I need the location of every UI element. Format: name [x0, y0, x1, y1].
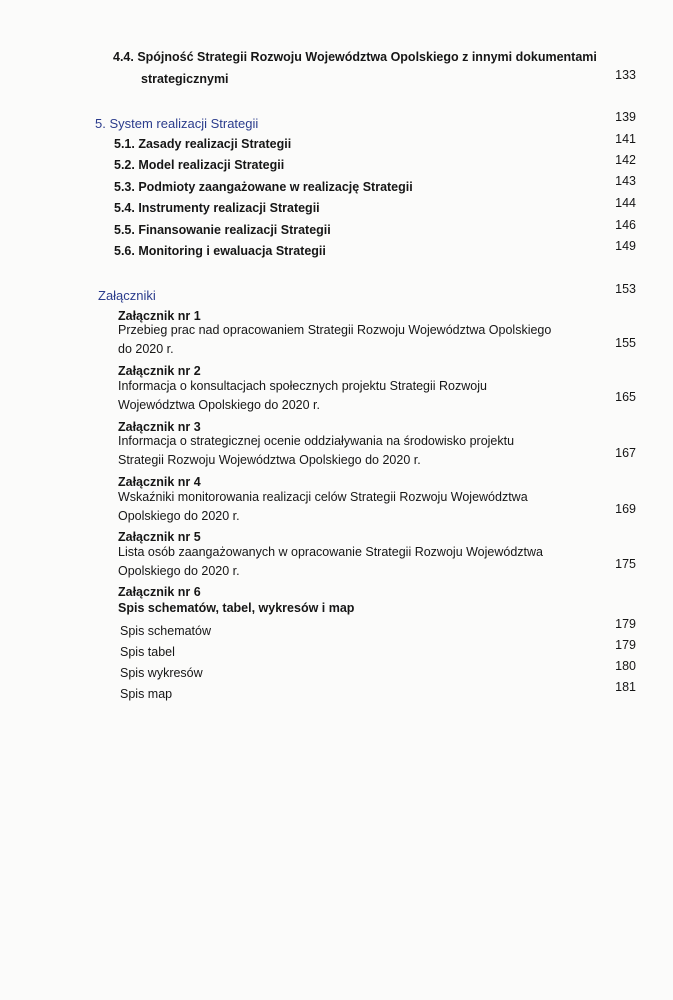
appendix-2-desc-line2: Województwa Opolskiego do 2020 r.	[118, 398, 320, 412]
appendix-3-heading: Załącznik nr 3	[118, 420, 201, 434]
toc-entry-zalaczniki-page: 153	[615, 282, 636, 296]
list-of-tables-title: Spis tabel	[120, 645, 175, 659]
appendix-5-heading: Załącznik nr 5	[118, 530, 201, 544]
toc-entry-5-5-page: 146	[615, 218, 636, 232]
list-of-schemes-title: Spis schematów	[120, 624, 212, 638]
toc-entry-5-6-page: 149	[615, 239, 636, 253]
appendix-6-subheading: Spis schematów, tabel, wykresów i map	[118, 601, 355, 615]
appendix-3-desc-line2: Strategii Rozwoju Województwa Opolskiego do 2020 r.	[118, 453, 421, 467]
toc-entry-5-6-title: 5.6. Monitoring i ewaluacja Strategii	[114, 244, 326, 258]
appendix-4-page: 169	[615, 502, 636, 516]
appendix-4-desc-line1: Wskaźniki monitorowania realizacji celów Strategii Rozwoju Województwa	[118, 490, 528, 504]
toc-entry-5-4-title: 5.4. Instrumenty realizacji Strategii	[114, 201, 320, 215]
list-of-schemes-page: 179	[615, 617, 636, 631]
appendix-1-page: 155	[615, 336, 636, 350]
toc-entry-5-2-title: 5.2. Model realizacji Strategii	[114, 158, 285, 172]
toc-entry-4-4-title-line2: strategicznymi	[141, 72, 229, 86]
appendix-1-desc-line1: Przebieg prac nad opracowaniem Strategii Rozwoju Województwa Opolskiego	[118, 323, 552, 337]
toc-entry-5-4-page: 144	[615, 196, 636, 210]
appendix-4-heading: Załącznik nr 4	[118, 475, 201, 489]
toc-entry-5-1-page: 141	[615, 132, 636, 146]
appendix-2-page: 165	[615, 390, 636, 404]
appendix-5-desc-line2: Opolskiego do 2020 r.	[118, 564, 240, 578]
list-of-tables-page: 179	[615, 638, 636, 652]
toc-entry-5-3-page: 143	[615, 174, 636, 188]
appendix-4-desc-line2: Opolskiego do 2020 r.	[118, 509, 240, 523]
appendix-5-page: 175	[615, 557, 636, 571]
toc-entry-4-4-title-line1: 4.4. Spójność Strategii Rozwoju Województwa Opolskiego z innymi dokumentami	[113, 50, 597, 64]
appendix-1-desc-line2: do 2020 r.	[118, 342, 174, 356]
toc-entry-zalaczniki-title: Załączniki	[98, 288, 156, 303]
list-of-maps-title: Spis map	[120, 687, 173, 701]
toc-entry-5-page: 139	[615, 110, 636, 124]
appendix-2-desc-line1: Informacja o konsultacjach społecznych projektu Strategii Rozwoju	[118, 379, 487, 393]
toc-entry-5-title: 5. System realizacji Strategii	[95, 116, 259, 131]
toc-entry-5-3-title: 5.3. Podmioty zaangażowane w realizację Strategii	[114, 180, 413, 194]
list-of-charts-page: 180	[615, 659, 636, 673]
appendix-5-desc-line1: Lista osób zaangażowanych w opracowanie Strategii Rozwoju Województwa	[118, 545, 543, 559]
toc-entry-4-4-page: 133	[615, 68, 636, 82]
appendix-3-desc-line1: Informacja o strategicznej ocenie oddziaływania na środowisko projektu	[118, 434, 515, 448]
toc-entry-5-1-title: 5.1. Zasady realizacji Strategii	[114, 137, 292, 151]
toc-entry-5-5-title: 5.5. Finansowanie realizacji Strategii	[114, 223, 331, 237]
appendix-2-heading: Załącznik nr 2	[118, 364, 201, 378]
list-of-charts-title: Spis wykresów	[120, 666, 203, 680]
appendix-1-heading: Załącznik nr 1	[118, 309, 201, 323]
appendix-6-heading: Załącznik nr 6	[118, 585, 201, 599]
toc-entry-5-2-page: 142	[615, 153, 636, 167]
appendix-3-page: 167	[615, 446, 636, 460]
list-of-maps-page: 181	[615, 680, 636, 694]
